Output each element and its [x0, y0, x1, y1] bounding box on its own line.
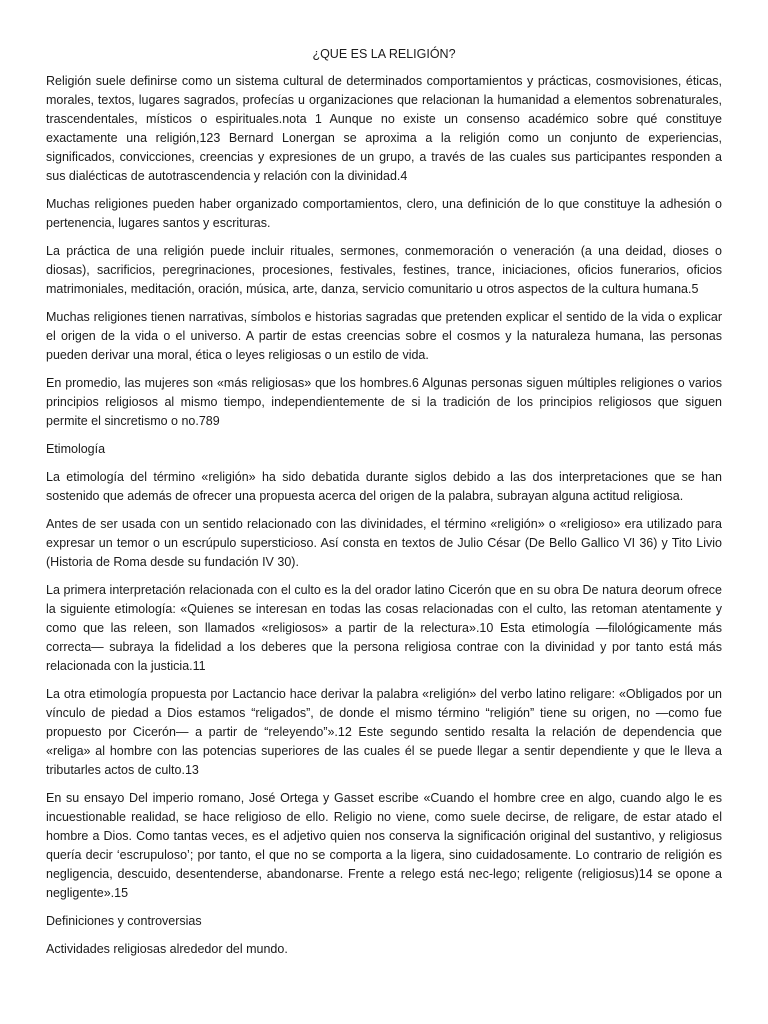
page-title: ¿QUE ES LA RELIGIÓN?	[312, 47, 456, 61]
paragraph-organization: Muchas religiones pueden haber organizado comportamientos, clero, una definición de lo que constituye la adhesión o pertenencia, lugares santos y escrituras.	[46, 197, 722, 230]
paragraph-etymology-lactancio: La otra etimología propuesta por Lactancio hace derivar la palabra «religión» del verbo latino religare: «Obligados por un vínculo de piedad a Dios estamos “religados”, de donde el mismo término “religión” tiene su origen, no —como fue propuesto por Cicerón— a partir de “releyendo”».12 Este segundo sentido resalta la relación de dependencia que «religa» al hombre con las potencias superiores de las cuales él se puede llegar a sentir dependiente y que le lleva a tributarles actos de culto.13	[46, 687, 722, 777]
document-body	[46, 72, 722, 959]
paragraph-etymology-superstition: Antes de ser usada con un sentido relacionado con las divinidades, el término «religión» o «religioso» era utilizado para expresar un temor o un escrúpulo supersticioso. Así consta en textos de Julio César (De Bello Gallico VI 36) y Tito Livio (Historia de Roma desde su fundación IV 30).	[46, 517, 722, 569]
section-heading-definitions: Definiciones y controversias	[46, 914, 202, 928]
paragraph-demographics: En promedio, las mujeres son «más religiosas» que los hombres.6 Algunas personas siguen múltiples religiones o varios principios religiosos al mismo tiempo, independientemente de si la tradición de los principios religiosos que siguen permite el sincretismo o no.789	[46, 376, 722, 428]
paragraph-etymology-cicero: La primera interpretación relacionada con el culto es la del orador latino Cicerón que en su obra De natura deorum ofrece la siguiente etimología: «Quienes se interesan en todas las cosas relacionadas con el culto, las retoman atentamente y como que las releen, son llamados «religiosos» a partir de la relectura».10 Esta etimología —filológicamente más correcta— subraya la fidelidad a los deberes que la persona religiosa contrae con la divinidad y por tanto está más relacionada con la justicia.11	[46, 583, 722, 673]
paragraph-etymology-ortega: En su ensayo Del imperio romano, José Ortega y Gasset escribe «Cuando el hombre cree en algo, cuando algo le es incuestionable realidad, se hace religioso de ello. Religio no viene, como suele decirse, de religare, de estar atado el hombre a Dios. Como tantas veces, es el adjetivo quien nos conserva la significación original del sustantivo, y religiosus quería decir ‘escrupuloso’; por tanto, el que no se comporta a la ligera, sino cuidadosamente. Lo contrario de religión es negligencia, descuido, desentenderse, abandonarse. Frente a relego está nec-lego; religente (religiosus)14 se opone a negligente».15	[46, 791, 722, 900]
paragraph-definition: Religión suele definirse como un sistema cultural de determinados comportamientos y prácticas, cosmovisiones, éticas, morales, textos, lugares sagrados, profecías u organizaciones que relacionan la humanidad a elementos sobrenaturales, trascendentales, místicos o espirituales.nota 1 Aunque no existe un consenso académico sobre qué constituye exactamente una religión,123 Bernard Lonergan se aproxima a la religión como un conjunto de experiencias, significados, convicciones, creencias y expresiones de un grupo, a través de las cuales sus participantes responden a sus dialécticas de autotrascendencia y relación con la divinidad.4	[46, 74, 722, 183]
section-heading-etymology: Etimología	[46, 442, 106, 456]
paragraph-etymology-intro: La etimología del término «religión» ha sido debatida durante siglos debido a las dos interpretaciones que se han sostenido que además de ofrecer una propuesta acerca del origen de la palabra, subrayan alguna actitud religiosa.	[46, 470, 722, 503]
paragraph-practice: La práctica de una religión puede incluir rituales, sermones, conmemoración o veneración (a una deidad, dioses o diosas), sacrificios, peregrinaciones, procesiones, festivales, festines, trance, iniciaciones, oficios funerarios, oficios matrimoniales, meditación, oración, música, arte, danza, servicio comunitario u otros aspectos de la cultura humana.5	[46, 244, 722, 296]
paragraph-activities: Actividades religiosas alrededor del mundo.	[46, 942, 288, 956]
paragraph-narratives: Muchas religiones tienen narrativas, símbolos e historias sagradas que pretenden explicar el sentido de la vida o explicar el origen de la vida o el universo. A partir de estas creencias sobre el cosmos y la naturaleza humana, las personas pueden derivar una moral, ética o leyes religiosas o un estilo de vida.	[46, 310, 722, 362]
